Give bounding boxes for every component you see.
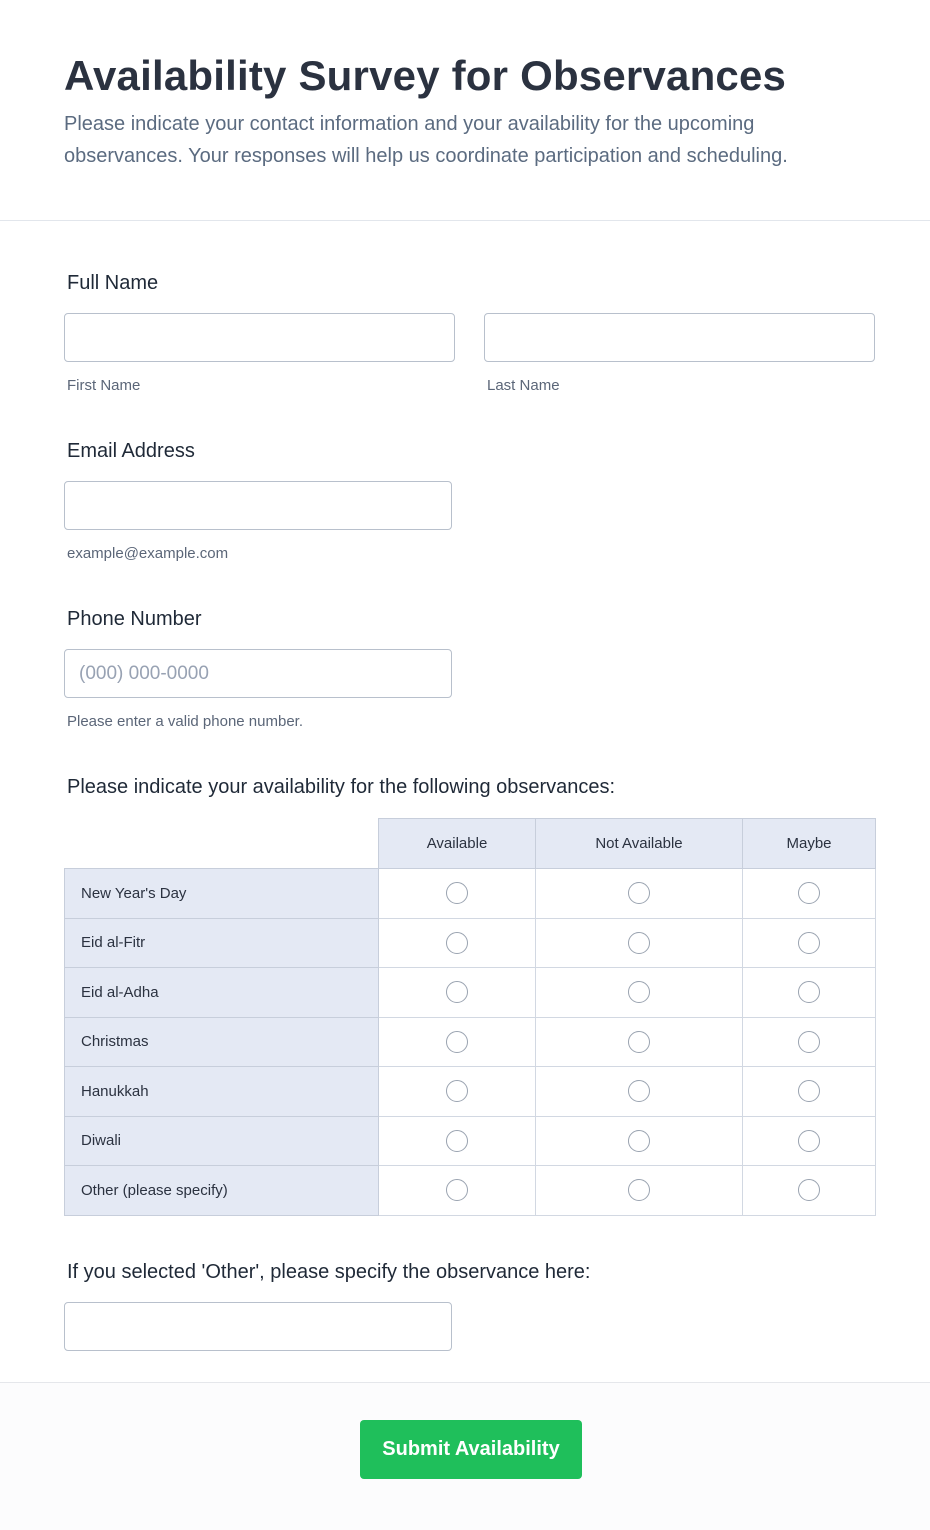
other-input[interactable] <box>64 1302 452 1351</box>
radio-new-years-day-available[interactable] <box>446 882 468 904</box>
submit-button[interactable]: Submit Availability <box>360 1420 582 1479</box>
radio-eid-al-fitr-maybe[interactable] <box>798 932 820 954</box>
email-label: Email Address <box>67 440 195 462</box>
radio-other-available[interactable] <box>446 1179 468 1201</box>
radio-hanukkah-maybe[interactable] <box>798 1080 820 1102</box>
form-header <box>0 0 930 221</box>
row-label-diwali: Diwali <box>65 1116 379 1166</box>
phone-label: Phone Number <box>67 608 202 630</box>
last-name-sublabel: Last Name <box>487 377 560 394</box>
radio-christmas-not-available[interactable] <box>628 1031 650 1053</box>
page-title: Availability Survey for Observances <box>64 52 787 99</box>
matrix-row <box>65 918 876 968</box>
radio-eid-al-adha-maybe[interactable] <box>798 981 820 1003</box>
last-name-input[interactable] <box>484 313 875 362</box>
availability-label: Please indicate your availability for the following observances: <box>67 776 616 798</box>
radio-new-years-day-maybe[interactable] <box>798 882 820 904</box>
row-label-christmas: Christmas <box>65 1017 379 1067</box>
other-label: If you selected 'Other', please specify the observance here: <box>67 1261 591 1283</box>
radio-eid-al-adha-not-available[interactable] <box>628 981 650 1003</box>
radio-new-years-day-not-available[interactable] <box>628 882 650 904</box>
row-label-hanukkah: Hanukkah <box>65 1067 379 1117</box>
radio-diwali-not-available[interactable] <box>628 1130 650 1152</box>
phone-sublabel: Please enter a valid phone number. <box>67 713 303 730</box>
matrix-row <box>65 1116 876 1166</box>
radio-eid-al-adha-available[interactable] <box>446 981 468 1003</box>
first-name-input[interactable] <box>64 313 455 362</box>
row-label-eid-al-adha: Eid al-Adha <box>65 968 379 1018</box>
row-label-eid-al-fitr: Eid al-Fitr <box>65 918 379 968</box>
email-sublabel: example@example.com <box>67 545 229 562</box>
radio-eid-al-fitr-not-available[interactable] <box>628 932 650 954</box>
radio-other-maybe[interactable] <box>798 1179 820 1201</box>
page-description: Please indicate your contact information and your availability for the upcoming observances. Your responses will help us coordinate participation and scheduling. <box>64 113 788 167</box>
radio-christmas-maybe[interactable] <box>798 1031 820 1053</box>
matrix-corner <box>65 819 379 869</box>
matrix-row <box>65 1017 876 1067</box>
radio-diwali-available[interactable] <box>446 1130 468 1152</box>
column-header-maybe: Maybe <box>743 819 876 869</box>
full-name-label: Full Name <box>67 272 159 294</box>
radio-other-not-available[interactable] <box>628 1179 650 1201</box>
phone-input[interactable] <box>64 649 452 698</box>
radio-hanukkah-not-available[interactable] <box>628 1080 650 1102</box>
radio-hanukkah-available[interactable] <box>446 1080 468 1102</box>
column-header-not-available: Not Available <box>536 819 743 869</box>
column-header-available: Available <box>379 819 536 869</box>
row-label-new-years-day: New Year's Day <box>65 869 379 919</box>
matrix-row <box>65 1166 876 1216</box>
matrix-row <box>65 869 876 919</box>
matrix-row <box>65 968 876 1018</box>
row-label-other: Other (please specify) <box>65 1166 379 1216</box>
first-name-sublabel: First Name <box>67 377 141 394</box>
matrix-row <box>65 1067 876 1117</box>
radio-diwali-maybe[interactable] <box>798 1130 820 1152</box>
radio-christmas-available[interactable] <box>446 1031 468 1053</box>
radio-eid-al-fitr-available[interactable] <box>446 932 468 954</box>
availability-matrix <box>64 818 876 1216</box>
email-input[interactable] <box>64 481 452 530</box>
